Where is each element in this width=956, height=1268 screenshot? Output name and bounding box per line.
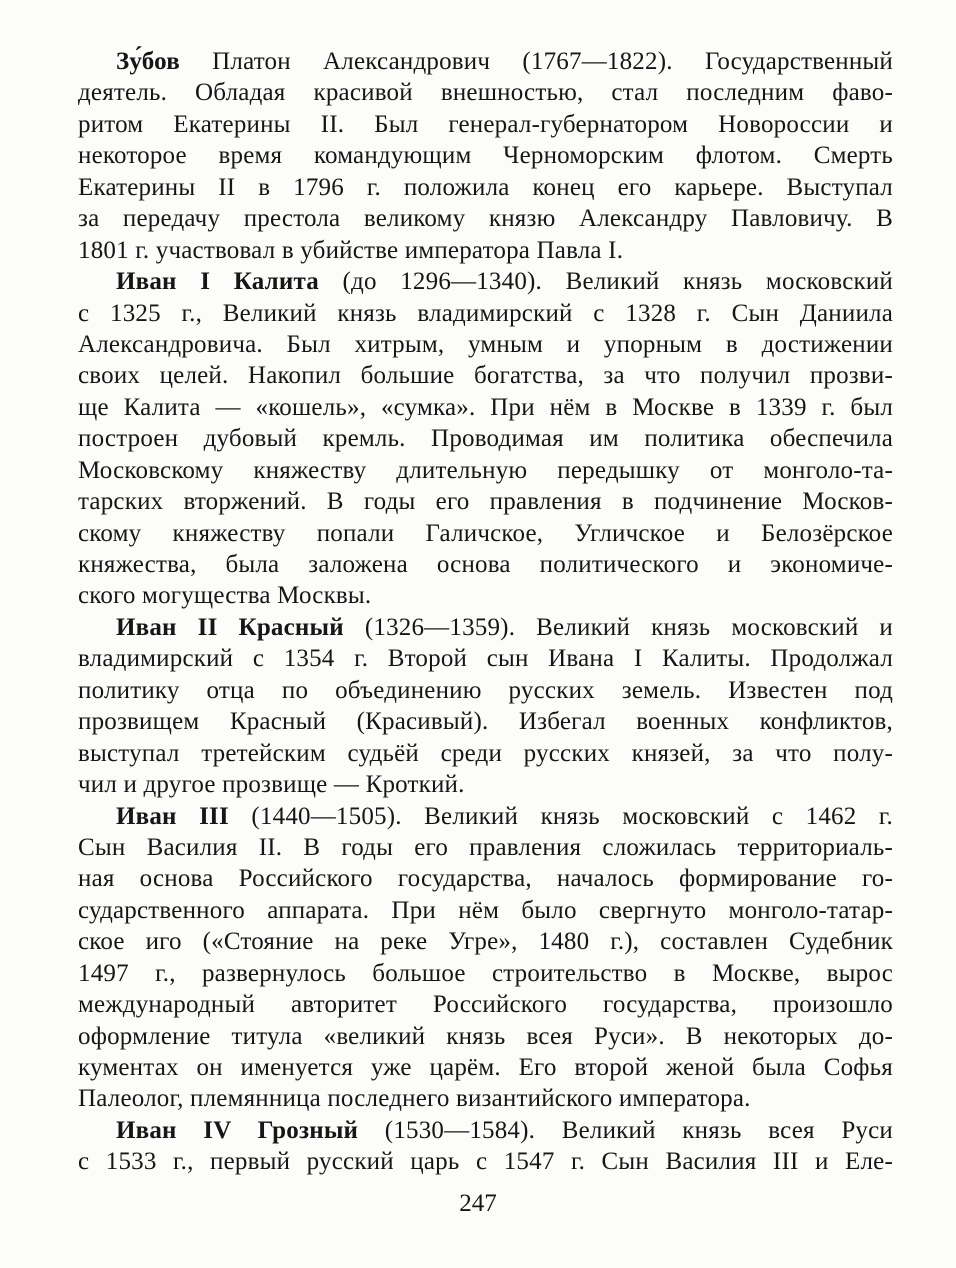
- entry-term: Иван I Калита: [116, 268, 319, 296]
- text-line: прозвищем Красный (Красивый). Избегал военных конфликтов,: [78, 708, 893, 736]
- text-line: [78, 612, 893, 643]
- text-line: построен дубовый кремль. Проводимая им политика обеспечила: [78, 425, 893, 453]
- glossary-entry-ivan-1-kalita: [78, 266, 893, 612]
- text-line: ная основа Российского государства, началось формирование го-: [78, 865, 893, 893]
- glossary-entry-ivan-3: [78, 801, 893, 1115]
- text-line: с 1533 г., первый русский царь с 1547 г. Сын Василия III и Еле-: [78, 1148, 893, 1176]
- text-line: ское иго («Стояние на реке Угре», 1480 г.), составлен Судебник: [78, 928, 893, 956]
- text-line: ще Калита — «кошель», «сумка». При нём в Москве в 1339 г. был: [78, 393, 893, 421]
- text-line: [78, 266, 893, 297]
- glossary-entry-ivan-4-grozny: [78, 1115, 893, 1178]
- text-line: Сын Василия II. В годы его правления сложилась территориаль-: [78, 833, 893, 861]
- glossary-entry-zubov: [78, 46, 893, 266]
- text-line: кументах он именуется уже царём. Его второй женой была Софья: [78, 1054, 893, 1081]
- text-line: международный авторитет Российского государства, произошло: [78, 991, 893, 1019]
- text-line: Екатерины II в 1796 г. положила конец его карьере. Выступал: [78, 173, 893, 201]
- text-line: ского могущества Москвы.: [78, 582, 372, 610]
- entry-term: Иван III: [116, 802, 229, 830]
- text-line: Александровича. Был хитрым, умным и упорным в достижении: [78, 330, 893, 358]
- entry-first-line-rest: (до 1296—1340). Великий князь московский: [318, 268, 893, 296]
- text-line: княжества, была заложена основа политического и экономиче-: [78, 551, 893, 578]
- text-line: некоторое время командующим Черноморским флотом. Смерть: [78, 142, 893, 170]
- entry-term: Зу́бов: [116, 48, 180, 75]
- text-line: [78, 801, 893, 832]
- glossary-entry-ivan-2-krasny: [78, 612, 893, 801]
- text-line: политику отца по объединению русских земель. Известен под: [78, 676, 893, 704]
- entry-term: Иван II Красный: [116, 613, 344, 641]
- entry-first-line-rest: (1326—1359). Великий князь московский и: [343, 613, 893, 641]
- text-line: [78, 1115, 893, 1146]
- text-line: своих целей. Накопил большие богатства, за что получил прозви-: [78, 362, 893, 390]
- text-line: чил и другое прозвище — Кроткий.: [78, 771, 465, 799]
- text-line: за передачу престола великому князю Александру Павловичу. В: [78, 205, 893, 233]
- entry-first-line-rest: (1440—1505). Великий князь московский с 1462 г.: [228, 802, 893, 830]
- text-line: Палеолог, племянница последнего византийского императора.: [78, 1085, 751, 1113]
- text-line: тарских вторжений. В годы его правления в подчинение Москов-: [78, 488, 893, 516]
- text-line: [78, 46, 893, 77]
- text-line: скому княжеству попали Галичское, Угличское и Белозёрское: [78, 519, 893, 547]
- text-line: сударственного аппарата. При нём было свергнуто монголо-татар-: [78, 896, 893, 924]
- text-line: Московскому княжеству длительную передышку от монголо-та-: [78, 456, 893, 484]
- text-line: выступал третейским судьёй среди русских князей, за что полу-: [78, 739, 893, 767]
- entry-term: Иван IV Грозный: [116, 1116, 359, 1144]
- text-line: деятель. Обладая красивой внешностью, стал последним фаво-: [78, 79, 893, 107]
- text-line: с 1325 г., Великий князь владимирский с 1328 г. Сын Даниила: [78, 299, 893, 327]
- text-line: владимирский с 1354 г. Второй сын Ивана I Калиты. Продолжал: [78, 645, 893, 673]
- page-number: 247: [459, 1190, 497, 1217]
- text-line: оформление титула «великий князь всея Руси». В некоторых до-: [78, 1022, 893, 1050]
- glossary-text-block: [78, 46, 893, 1178]
- text-line: 1801 г. участвовал в убийстве императора Павла I.: [78, 236, 624, 264]
- entry-first-line-rest: (1530—1584). Великий князь всея Руси: [358, 1116, 893, 1144]
- entry-first-line-rest: Платон Александрович (1767—1822). Государственный: [179, 48, 893, 75]
- text-line: 1497 г., развернулось большое строительство в Москве, вырос: [78, 959, 893, 987]
- text-line: ритом Екатерины II. Был генерал-губернатором Новороссии и: [78, 110, 893, 138]
